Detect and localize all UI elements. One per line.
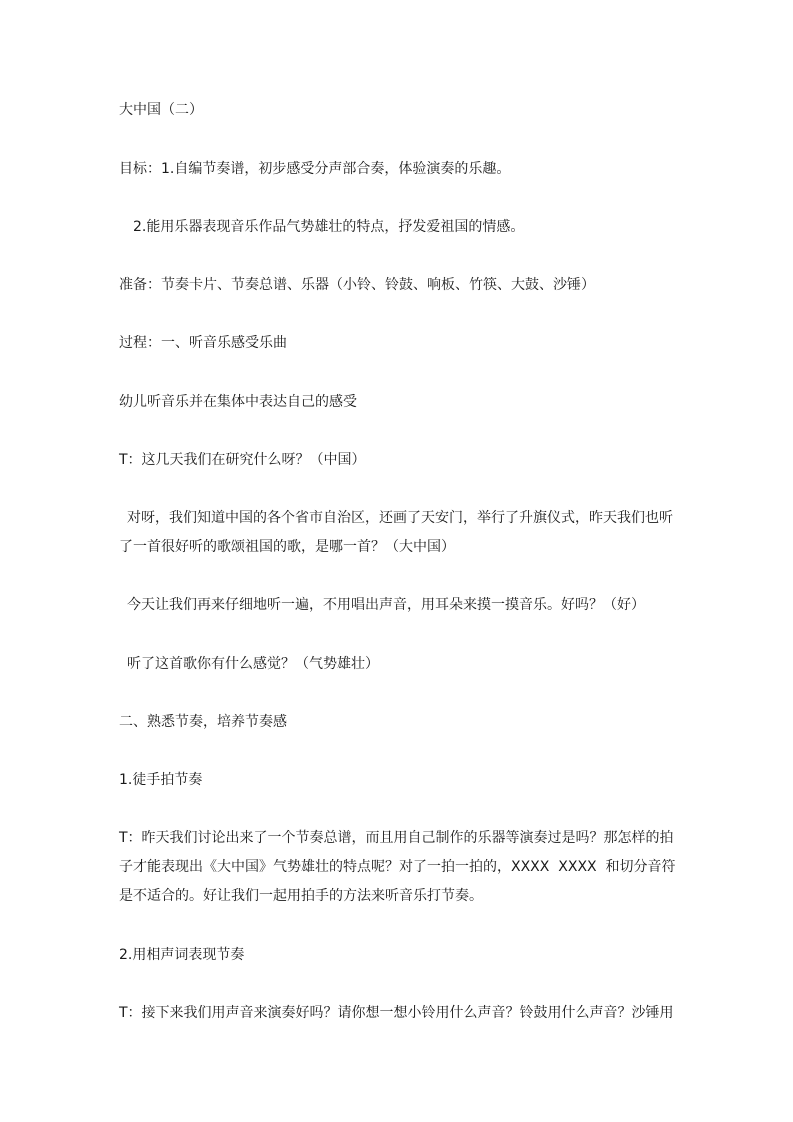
- preparation-paragraph: 准备：节奏卡片、节奏总谱、乐器（小铃、铃鼓、响板、竹筷、大鼓、沙锤）: [119, 277, 595, 293]
- teacher-question-5-line-3: 是不适合的。好让我们一起用拍手的方法来听音乐打节奏。: [119, 888, 483, 904]
- teacher-question-2-line-2: 了一首很好听的歌颂祖国的歌，是哪一首？（大中国）: [119, 539, 455, 555]
- goal-paragraph-1: 目标：1.自编节奏谱，初步感受分声部合奏，体验演奏的乐趣。: [119, 161, 511, 177]
- teacher-question-5: [119, 824, 679, 911]
- teacher-question-4: 听了这首歌你有什么感觉？（气势雄壮）: [127, 656, 379, 672]
- section-2-heading: 二、熟悉节奏，培养节奏感: [119, 714, 287, 730]
- listening-paragraph: 幼儿听音乐并在集体中表达自己的感受: [119, 394, 357, 410]
- teacher-question-2: [119, 504, 679, 562]
- step-1-heading: 1.徒手拍节奏: [119, 772, 203, 788]
- document-title: 大中国（二）: [119, 102, 203, 118]
- process-heading: 过程：一、听音乐感受乐曲: [119, 335, 287, 351]
- step-2-heading: 2.用相声词表现节奏: [119, 947, 245, 963]
- goal-paragraph-2: 2.能用乐器表现音乐作品气势雄壮的特点，抒发爱祖国的情感。: [133, 219, 525, 235]
- teacher-question-1: T：这几天我们在研究什么呀？（中国）: [119, 452, 366, 468]
- teacher-question-5-line-2: 子才能表现出《大中国》气势雄壮的特点呢？对了一拍一拍的，XXXX XXXX 和切分音符: [119, 859, 676, 875]
- teacher-question-6: T：接下来我们用声音来演奏好吗？请你想一想小铃用什么声音？铃鼓用什么声音？沙锤用: [119, 1005, 674, 1021]
- teacher-question-3: 今天让我们再来仔细地听一遍，不用唱出声音，用耳朵来摸一摸音乐。好吗？（好）: [127, 597, 645, 613]
- teacher-question-5-line-1: T：昨天我们讨论出来了一个节奏总谱，而且用自己制作的乐器等演奏过是吗？那怎样的拍: [119, 830, 674, 846]
- teacher-question-2-line-1: 对呀，我们知道中国的各个省市自治区，还画了天安门，举行了升旗仪式，昨天我们也听: [127, 510, 673, 526]
